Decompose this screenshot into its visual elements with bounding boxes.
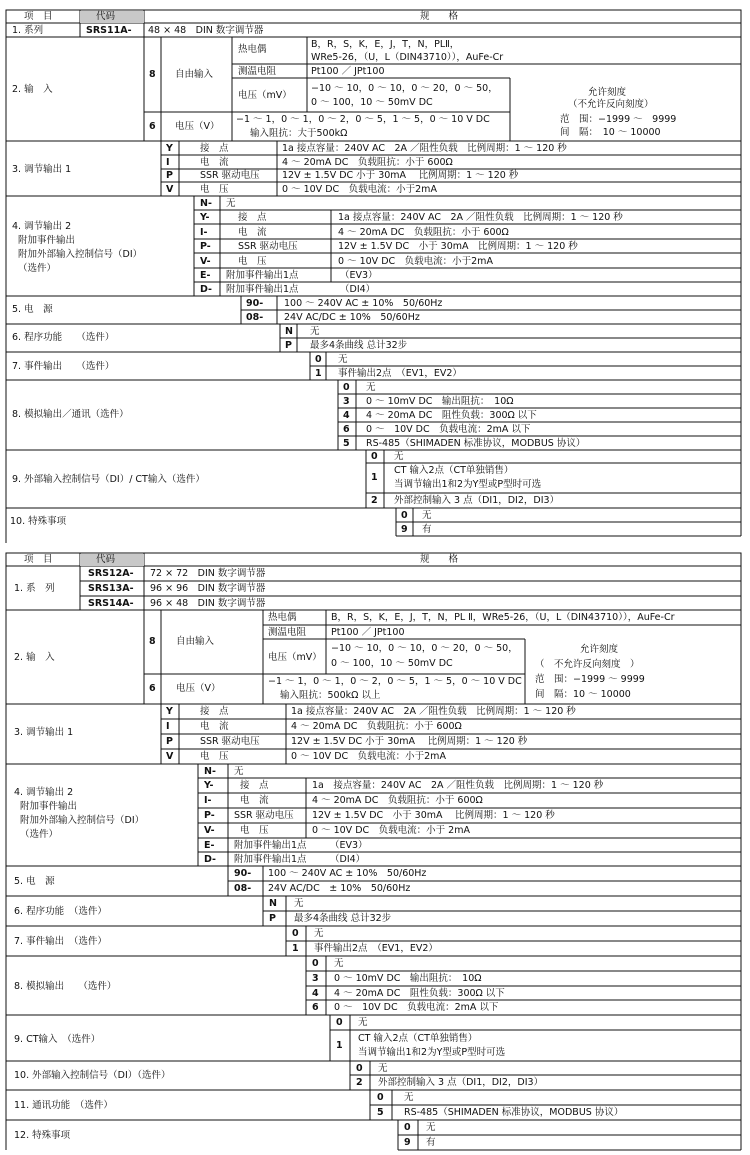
out2-label: 附加事件输出1点 [226, 270, 299, 281]
power-spec: 100 ～ 240V AC ± 10% 50/60Hz [284, 298, 443, 309]
out1-item: 3. 调节输出 1 [14, 727, 74, 738]
input-mv: 电压（mV） [268, 652, 322, 663]
out1-label: 电 压 [200, 751, 229, 762]
out1-code: P [166, 170, 173, 181]
event-spec: 无 [314, 928, 324, 939]
ct-code: 0 [336, 1017, 343, 1028]
program-spec: 无 [294, 898, 304, 909]
header-item: 项 目 [24, 554, 53, 565]
input-v-v2: 输入阻抗：500kΩ 以上 [280, 690, 381, 701]
scale-interval: 间 隔： 10 ～ 10000 [560, 127, 661, 138]
input-code-6: 6 [149, 683, 156, 694]
analog-code: 0 [343, 382, 350, 393]
input-rtd-v: Pt100 ／ JPt100 [311, 66, 385, 77]
analog-spec: 0 ～ 10mV DC 输出阻抗： 10Ω [366, 396, 514, 407]
out1-item: 3. 调节输出 1 [12, 164, 72, 175]
out2-code: V- [200, 256, 211, 267]
special-spec: 无 [426, 1122, 436, 1133]
event-code: 0 [315, 354, 322, 365]
header-spec: 规 格 [420, 554, 459, 565]
out2-label: 附加事件输出1点 [234, 840, 307, 851]
analog-spec: 4 ～ 20mA DC 阻性负载：300Ω 以下 [334, 988, 505, 999]
di-code: 1 [371, 472, 378, 483]
out2-label: 接 点 [240, 780, 269, 791]
analog-spec: 无 [366, 382, 376, 393]
out2-item: 附加外部输入控制信号（DI） [20, 815, 145, 826]
input-free: 自由输入 [176, 636, 215, 647]
out2-spec: 0 ～ 10V DC 负载电流：小于2mA [338, 256, 493, 267]
out2-label: SSR 驱动电压 [238, 241, 298, 252]
ct-spec: 无 [358, 1017, 368, 1028]
program-code: N [269, 898, 277, 909]
di-item: 10. 外部输入控制信号（DI）（选件） [14, 1070, 171, 1081]
out2-label: 附加事件输出1点 [234, 854, 307, 865]
analog-spec: RS-485（SHIMADEN 标准协议，MODBUS 协议） [366, 438, 586, 449]
input-tc-v1: B，R，S，K，E，J，T，N，PLⅡ， [311, 39, 460, 50]
out2-label: 电 压 [240, 825, 269, 836]
input-v-v1: −1 ～ 1，0 ～ 1，0 ～ 2，0 ～ 5，1 ～ 5，0 ～ 10 V DC [268, 676, 522, 687]
out2-item: 附加事件输出 [20, 801, 78, 812]
out2-spec: 12V ± 1.5V DC 小于 30mA 比例周期：1 ～ 120 秒 [312, 810, 555, 821]
out2-spec: 4 ～ 20mA DC 负载阻抗：小于 600Ω [312, 795, 483, 806]
out2-code: N- [200, 198, 212, 209]
event-code: 1 [315, 368, 322, 379]
out1-label: 电 压 [200, 184, 229, 195]
analog-code: 3 [312, 973, 319, 984]
di-item: 9. 外部输入控制信号（DI）/ CT输入（选件） [12, 474, 205, 485]
series-item: 1. 系列 [12, 25, 44, 36]
power-item: 5. 电 源 [12, 304, 53, 315]
header-spec: 规 格 [420, 11, 459, 22]
ct-spec: 当调节输出1和2为Y型或P型时可选 [358, 1047, 506, 1058]
out1-label: 接 点 [200, 706, 229, 717]
input-free: 自由输入 [175, 69, 214, 80]
scale-interval: 间 隔：10 ～ 10000 [535, 689, 631, 700]
input-tc: 热电偶 [238, 44, 267, 55]
out2-label: 接 点 [238, 212, 267, 223]
power-spec: 24V AC/DC ± 10% 50/60Hz [268, 883, 411, 894]
special-code: 0 [404, 1122, 411, 1133]
input-item: 2. 输 入 [12, 84, 53, 95]
event-item: 7. 事件输出 （选件） [14, 936, 107, 947]
out2-label: 电 流 [238, 227, 267, 238]
out1-code: V [166, 751, 174, 762]
comm-item: 11. 通讯功能 （选件） [14, 1100, 113, 1111]
analog-code: 4 [312, 988, 319, 999]
comm-code: 0 [377, 1092, 384, 1103]
special-spec: 有 [426, 1137, 436, 1148]
event-item: 7. 事件输出 （选件） [12, 361, 115, 372]
input-rtd: 测温电阻 [238, 66, 277, 77]
program-item: 6. 程序功能 （选件） [12, 332, 115, 343]
out1-label: SSR 驱动电压 [200, 170, 260, 181]
out2-code: V- [204, 825, 215, 836]
analog-spec: 4 ～ 20mA DC 阻性负载：300Ω 以下 [366, 410, 537, 421]
input-mv-v2: 0 ～ 100，10 ～ 50mV DC [331, 658, 453, 669]
program-code: P [285, 340, 292, 351]
out1-spec: 1a 接点容量：240V AC 2A ／阻性负载 比例周期：1 ～ 120 秒 [282, 143, 567, 154]
power-spec: 100 ～ 240V AC ± 10% 50/60Hz [268, 868, 427, 879]
comm-spec: RS-485（SHIMADEN 标准协议，MODBUS 协议） [404, 1107, 624, 1118]
out1-label: 电 流 [200, 157, 229, 168]
out1-spec: 4 ～ 20mA DC 负载阻抗：小于 600Ω [282, 157, 453, 168]
event-spec: 无 [338, 354, 348, 365]
out2-item: 附加外部输入控制信号（DI） [18, 249, 143, 260]
program-spec: 最多4条曲线 总计32步 [310, 340, 408, 351]
out2-item: （选件） [18, 263, 57, 274]
input-tc: 热电偶 [268, 612, 297, 623]
input-rtd: 测温电阻 [268, 627, 307, 638]
input-v-v2: 输入阻抗：大于500kΩ [250, 128, 348, 139]
di-spec: 外部控制输入 3 点（DI1，DI2，DI3） [378, 1077, 544, 1088]
special-item: 10. 特殊事项 [10, 516, 67, 527]
event-code: 1 [292, 943, 299, 954]
input-code-8: 8 [149, 636, 156, 647]
power-code: 90- [246, 298, 264, 309]
series-code: SRS11A- [86, 25, 132, 36]
analog-spec: 无 [334, 958, 344, 969]
out1-code: P [166, 736, 173, 747]
series-spec: 96 × 96 DIN 数字调节器 [150, 583, 266, 594]
out2-item: 4. 调节输出 2 [14, 787, 74, 798]
out1-spec: 12V ± 1.5V DC 小于 30mA 比例周期：1 ～ 120 秒 [291, 736, 528, 747]
out2-code: I- [200, 227, 208, 238]
header-item: 项 目 [24, 11, 53, 22]
series-spec: 72 × 72 DIN 数字调节器 [150, 568, 266, 579]
analog-code: 4 [343, 410, 350, 421]
series-item: 1. 系 列 [14, 583, 55, 594]
out2-label: 电 压 [238, 256, 267, 267]
di-spec: 无 [378, 1063, 388, 1074]
out2-label: SSR 驱动电压 [234, 810, 294, 821]
analog-code: 6 [343, 424, 350, 435]
out1-spec: 1a 接点容量：240V AC 2A ／阻性负载 比例周期：1 ～ 120 秒 [291, 706, 576, 717]
out2-code: P- [204, 810, 215, 821]
input-tc-v: B，R，S，K，E，J，T，N，PL Ⅱ，WRe5-26，（U，L（DIN43710）），AuFe-Cr [331, 612, 675, 623]
analog-code: 0 [312, 958, 319, 969]
input-tc-v2: WRe5-26，（U，L（DIN43710）），AuFe-Cr [311, 52, 504, 63]
power-code: 08- [234, 883, 252, 894]
out2-code: I- [204, 795, 212, 806]
out2-code: N- [204, 766, 216, 777]
power-item: 5. 电 源 [14, 876, 55, 887]
power-spec: 24V AC/DC ± 10% 50/60Hz [284, 312, 420, 323]
out2-spec: （DI4） [330, 854, 366, 865]
di-spec: 外部控制输入 3 点（DI1，DI2，DI3） [394, 495, 560, 506]
out2-spec: （EV3） [340, 270, 378, 281]
out2-item: 附加事件输出 [18, 235, 76, 246]
out1-label: 电 流 [200, 721, 229, 732]
series-code: SRS14A- [88, 598, 134, 609]
out2-item: （选件） [20, 829, 59, 840]
input-mv-v1: −10 ～ 10，0 ～ 10，0 ～ 20，0 ～ 50， [331, 643, 518, 654]
input-mv-v2: 0 ～ 100，10 ～ 50mV DC [311, 97, 433, 108]
input-code-8: 8 [149, 69, 156, 80]
out2-spec: （DI4） [340, 284, 376, 295]
out1-code: Y [166, 143, 173, 154]
input-mv: 电压（mV） [238, 90, 292, 101]
di-spec: 当调节输出1和2为Y型或P型时可选 [394, 479, 542, 490]
scale-note: （不允许反向刻度） [568, 99, 654, 110]
out2-spec: 1a 接点容量：240V AC 2A ／阻性负载 比例周期：1 ～ 120 秒 [312, 780, 604, 791]
out2-code: D- [200, 284, 213, 295]
program-spec: 无 [310, 326, 320, 337]
program-item: 6. 程序功能 （选件） [14, 906, 107, 917]
out2-label: 无 [226, 198, 236, 209]
out1-code: V [166, 184, 174, 195]
header-code: 代码 [96, 11, 116, 22]
input-volt: 电压（V） [175, 121, 220, 132]
comm-spec: 无 [404, 1092, 414, 1103]
analog-item: 8. 模拟输出 （选件） [14, 981, 117, 992]
scale-range: 范 围：−1999 ～ 9999 [535, 674, 645, 685]
series-code: SRS12A- [88, 568, 134, 579]
out2-code: D- [204, 854, 217, 865]
scale-range: 范 围：−1999 ～ 9999 [560, 114, 677, 125]
out2-spec: 0 ～ 10V DC 负载电流：小于 2mA [312, 825, 470, 836]
input-v-v1: −1 ～ 1，0 ～ 1，0 ～ 2，0 ～ 5，1 ～ 5，0 ～ 10 V DC [236, 114, 490, 125]
event-spec: 事件输出2点 （EV1，EV2） [338, 368, 462, 379]
di-spec: CT 输入2点（CT单独销售） [394, 465, 514, 476]
series-code: SRS13A- [88, 583, 134, 594]
special-item: 12. 特殊事项 [14, 1130, 71, 1141]
out2-spec: （EV3） [330, 840, 368, 851]
analog-code: 6 [312, 1002, 319, 1013]
program-spec: 最多4条曲线 总计32步 [294, 913, 392, 924]
out2-item: 4. 调节输出 2 [12, 221, 72, 232]
out1-spec: 0 ～ 10V DC 负载电流：小于2mA [291, 751, 446, 762]
out2-spec: 4 ～ 20mA DC 负载阻抗：小于 600Ω [338, 227, 509, 238]
ct-item: 9. CT输入 （选件） [14, 1034, 101, 1045]
analog-code: 3 [343, 396, 350, 407]
program-code: P [269, 913, 276, 924]
out2-label: 无 [234, 766, 244, 777]
scale-title: 允许刻度 [588, 87, 627, 98]
analog-spec: 0 ～ 10V DC 负载电流：2mA 以下 [366, 424, 531, 435]
di-code: 2 [356, 1077, 363, 1088]
out2-code: E- [200, 270, 211, 281]
input-mv-v1: −10 ～ 10，0 ～ 10，0 ～ 20，0 ～ 50， [311, 83, 498, 94]
analog-spec: 0 ～ 10V DC 负载电流：2mA 以下 [334, 1002, 499, 1013]
special-spec: 有 [422, 524, 432, 535]
di-code: 0 [371, 451, 378, 462]
out1-spec: 4 ～ 20mA DC 负载阻抗：小于 600Ω [291, 721, 462, 732]
analog-spec: 0 ～ 10mV DC 输出阻抗： 10Ω [334, 973, 482, 984]
out2-code: Y- [200, 212, 210, 223]
program-code: N [285, 326, 293, 337]
out1-code: I [166, 721, 170, 732]
out2-label: 电 流 [240, 795, 269, 806]
header-code: 代码 [96, 554, 116, 565]
scale-note: （ 不允许反向刻度 ） [535, 659, 640, 670]
out2-code: E- [204, 840, 215, 851]
special-code: 9 [404, 1137, 411, 1148]
out1-code: Y [166, 706, 173, 717]
event-spec: 事件输出2点 （EV1，EV2） [314, 943, 438, 954]
scale-title: 允许刻度 [580, 644, 619, 655]
out1-spec: 12V ± 1.5V DC 小于 30mA 比例周期：1 ～ 120 秒 [282, 170, 519, 181]
special-spec: 无 [422, 510, 432, 521]
input-volt: 电压（V） [176, 683, 221, 694]
out1-spec: 0 ～ 10V DC 负载电流：小于2mA [282, 184, 437, 195]
special-code: 9 [401, 524, 408, 535]
out1-label: 接 点 [200, 143, 229, 154]
power-code: 08- [246, 312, 264, 323]
input-item: 2. 输 入 [14, 652, 55, 663]
out1-label: SSR 驱动电压 [200, 736, 260, 747]
out2-spec: 1a 接点容量：240V AC 2A ／阻性负载 比例周期：1 ～ 120 秒 [338, 212, 623, 223]
input-rtd-v: Pt100 ／ JPt100 [331, 627, 405, 638]
special-code: 0 [401, 510, 408, 521]
ct-spec: CT 输入2点（CT单独销售） [358, 1033, 478, 1044]
comm-code: 5 [377, 1107, 384, 1118]
out2-code: P- [200, 241, 211, 252]
series-spec: 96 × 48 DIN 数字调节器 [150, 598, 266, 609]
out2-label: 附加事件输出1点 [226, 284, 299, 295]
series-spec: 48 × 48 DIN 数字调节器 [148, 25, 264, 36]
analog-code: 5 [343, 438, 350, 449]
di-code: 2 [371, 495, 378, 506]
out2-code: Y- [204, 780, 214, 791]
out2-spec: 12V ± 1.5V DC 小于 30mA 比例周期：1 ～ 120 秒 [338, 241, 578, 252]
ct-code: 1 [336, 1040, 343, 1051]
analog-item: 8. 模拟输出／通讯（选件） [12, 409, 129, 420]
power-code: 90- [234, 868, 252, 879]
input-code-6: 6 [149, 121, 156, 132]
event-code: 0 [292, 928, 299, 939]
di-spec: 无 [394, 451, 404, 462]
di-code: 0 [356, 1063, 363, 1074]
out1-code: I [166, 157, 170, 168]
